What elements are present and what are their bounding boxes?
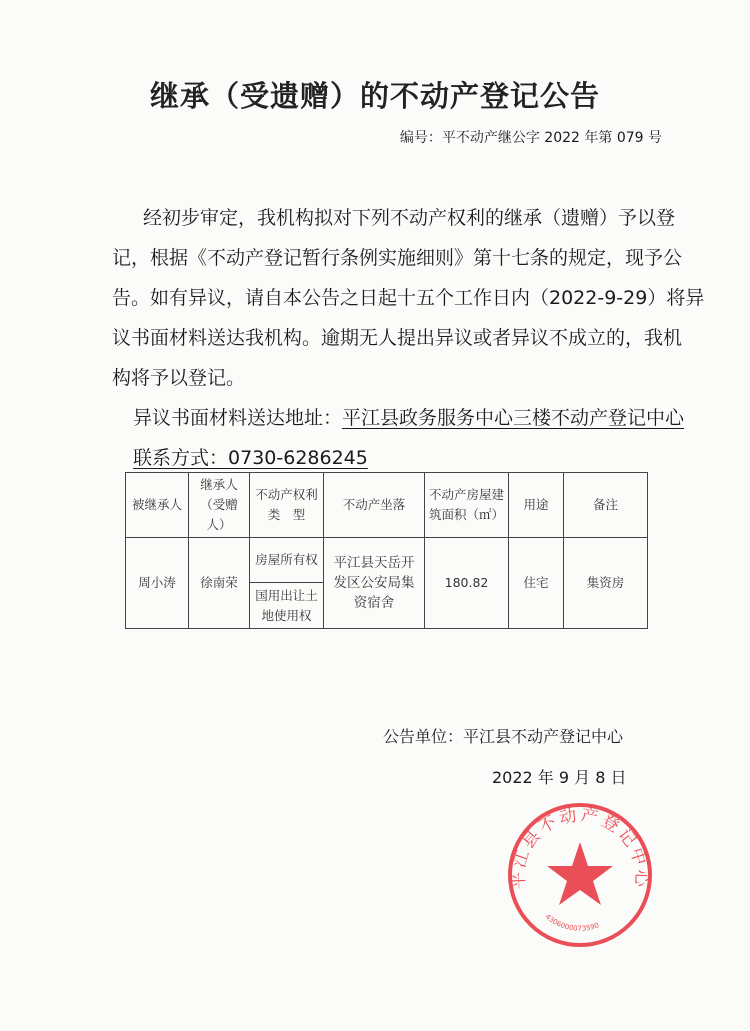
contact-value: 0730-6286245: [228, 447, 368, 469]
document-number: 编号：平不动产继公字 2022 年第 079 号: [399, 130, 662, 146]
header-cell: 不动产权利类 型: [250, 473, 324, 538]
official-seal-icon: [505, 800, 655, 950]
header-cell: 继承人（受赠人）: [189, 473, 250, 538]
header-cell: 用途: [509, 473, 564, 538]
remark-cell: 集资房: [564, 538, 648, 629]
svg-text:4306000073590: 4306000073590: [543, 912, 601, 933]
property-table: [125, 472, 648, 629]
table-header-row: [126, 473, 648, 538]
right-type-cell: 房屋所有权: [250, 538, 324, 583]
issuer: 公告单位：平江县不动产登记中心: [383, 727, 624, 746]
location-cell: 平江县天岳开发区公安局集资宿舍: [324, 538, 425, 629]
heir-cell: 徐南荣: [189, 538, 250, 629]
issue-date: 2022 年 9 月 8 日: [492, 768, 627, 787]
body-line: 构将予以登记。: [112, 367, 246, 389]
header-cell: 不动产房屋建筑面积（㎡）: [425, 473, 509, 538]
address-label: 异议书面材料送达地址：: [133, 407, 343, 429]
address-line: [133, 403, 689, 430]
page-title: 继承（受遗赠）的不动产登记公告: [149, 79, 600, 113]
decedent-cell: 周小涛: [126, 538, 189, 629]
header-cell: 备注: [564, 473, 648, 538]
svg-text:平江县不动产登记中心: 平江县不动产登记中心: [508, 805, 652, 891]
area-cell: 180.82: [425, 538, 509, 629]
body-line: 告。如有异议，请自本公告之日起十五个工作日内（2022-9-29）将异: [112, 287, 705, 309]
contact-label: 联系方式：: [133, 447, 229, 469]
body-line: 记，根据《不动产登记暂行条例实施细则》第十七条的规定，现予公: [112, 247, 683, 269]
body-line: 经初步审定，我机构拟对下列不动产权利的继承（遗赠）予以登: [143, 207, 676, 229]
table-row: [126, 538, 648, 583]
header-cell: 被继承人: [126, 473, 189, 538]
header-cell: 不动产坐落: [324, 473, 425, 538]
contact-line: [133, 443, 689, 470]
right-type-cell: 国用出让土地使用权: [250, 583, 324, 629]
body-line: 议书面材料送达我机构。逾期无人提出异议或者异议不成立的，我机: [112, 327, 683, 349]
usage-cell: 住宅: [509, 538, 564, 629]
address-value: 平江县政务服务中心三楼不动产登记中心: [342, 407, 685, 429]
